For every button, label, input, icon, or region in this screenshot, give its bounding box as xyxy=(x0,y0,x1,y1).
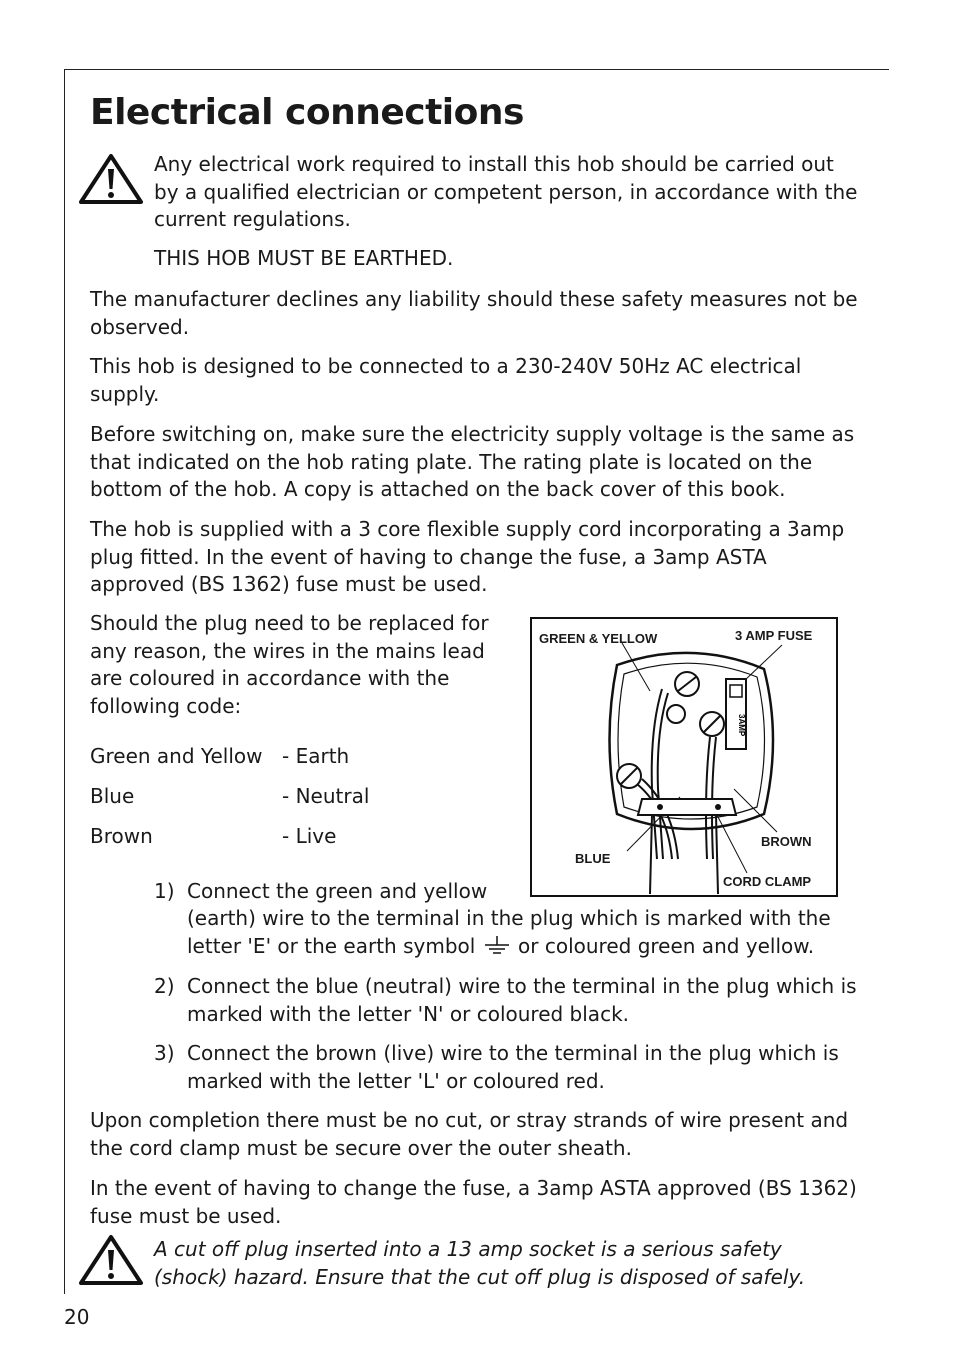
step-1-line3-end: or coloured green and yellow. xyxy=(518,934,815,958)
paragraph-completion: Upon completion there must be no cut, or stray strands of wire present and the cord clamp must be secure over the outer sheath. xyxy=(90,1108,849,1160)
paragraph-plug-replace: Should the plug need to be replaced for any reason, the wires in the mains lead are coloured in accordance with the following code: xyxy=(90,611,489,718)
step-1-line3-start: letter 'E' or the earth symbol xyxy=(187,934,476,958)
page-number: 20 xyxy=(64,1305,90,1329)
paragraph-fuse: In the event of having to change the fuse, a 3amp ASTA approved (BS 1362) fuse must be used. xyxy=(90,1176,857,1228)
paragraph-cord: The hob is supplied with a 3 core flexible supply cord incorporating a 3amp plug fitted. In the event of having to change the fuse, a 3amp ASTA approved (BS 1362) fuse must be used. xyxy=(90,517,845,596)
code-meaning-earth: - Earth xyxy=(282,744,350,768)
frame-left-rule xyxy=(64,69,65,1294)
paragraph-liability: The manufacturer declines any liability should these safety measures not be observed. xyxy=(90,287,858,339)
code-color-live: Brown xyxy=(90,824,153,848)
step-1-line2: (earth) wire to the terminal in the plug which is marked with the xyxy=(187,906,831,930)
plug-drawing xyxy=(532,619,836,895)
warning-cut-off-plug: A cut off plug inserted into a 13 amp socket is a serious safety (shock) hazard. Ensure that the cut off plug is disposed of safely. xyxy=(154,1237,806,1289)
label-blue: BLUE xyxy=(575,851,611,866)
fuse-rating-text: 3AMP xyxy=(737,714,746,737)
frame-top-rule xyxy=(64,69,889,70)
step-2-number: 2) xyxy=(154,974,175,998)
paragraph-supply: This hob is designed to be connected to a 230-240V 50Hz AC electrical supply. xyxy=(90,354,802,406)
label-cord-clamp: CORD CLAMP xyxy=(723,874,812,889)
label-3-amp-fuse: 3 AMP FUSE xyxy=(735,628,813,643)
step-1-line1: Connect the green and yellow xyxy=(187,879,488,903)
step-2-text: Connect the blue (neutral) wire to the terminal in the plug which is marked with the letter 'N' or coloured black. xyxy=(187,974,857,1026)
earth-symbol-icon xyxy=(482,935,512,957)
code-color-earth: Green and Yellow xyxy=(90,744,263,768)
label-green-yellow: GREEN & YELLOW xyxy=(539,631,658,646)
code-meaning-neutral: - Neutral xyxy=(282,784,370,808)
step-3-text: Connect the brown (live) wire to the terminal in the plug which is marked with the letter 'L' or coloured red. xyxy=(187,1041,839,1093)
warning-triangle-icon xyxy=(78,153,144,205)
step-1-line3 xyxy=(187,933,814,961)
step-1-number: 1) xyxy=(154,879,175,903)
plug-wiring-diagram xyxy=(530,617,838,897)
warning-triangle-icon-2 xyxy=(78,1234,144,1286)
label-brown: BROWN xyxy=(761,834,812,849)
paragraph-voltage: Before switching on, make sure the electricity supply voltage is the same as that indicated on the hob rating plate. The rating plate is located on the bottom of the hob. A copy is attached on the back cover of this book. xyxy=(90,422,855,501)
earthed-notice: THIS HOB MUST BE EARTHED. xyxy=(154,246,454,270)
code-meaning-live: - Live xyxy=(282,824,337,848)
page-title: Electrical connections xyxy=(90,92,524,133)
step-3-number: 3) xyxy=(154,1041,175,1065)
code-color-neutral: Blue xyxy=(90,784,135,808)
warning-qualified-electrician: Any electrical work required to install this hob should be carried out by a qualified electrician or competent person, in accordance with the current regulations. xyxy=(154,152,858,231)
